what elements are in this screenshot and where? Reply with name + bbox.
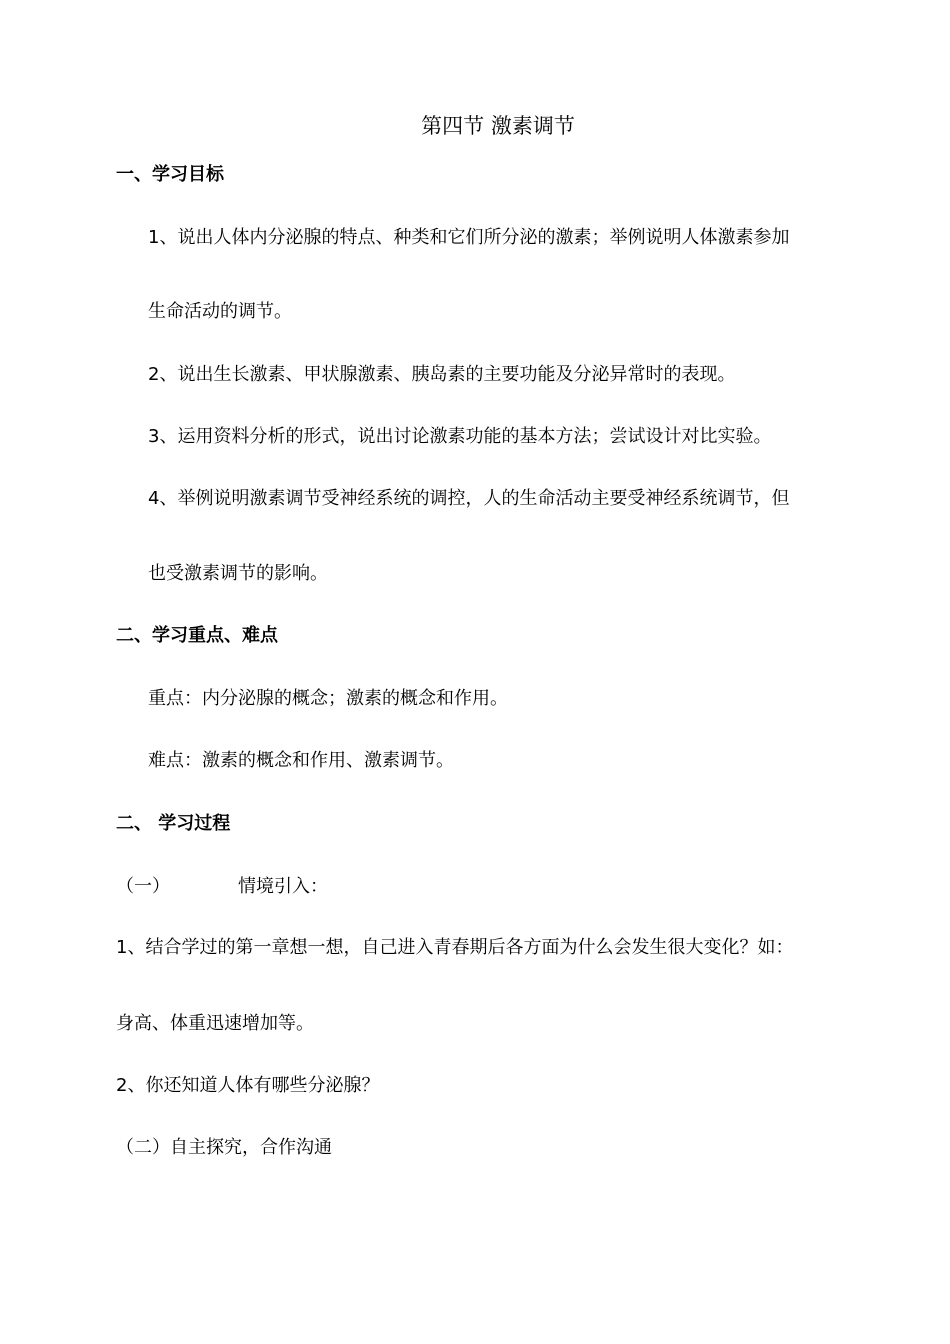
question-1-line-1: 1、结合学过的第一章想一想，自己进入青春期后各方面为什么会发生很大变化？如：: [116, 937, 794, 958]
objective-item-1-line-1: 1、说出人体内分泌腺的特点、种类和它们所分泌的激素；举例说明人体激素参加: [148, 227, 790, 248]
objective-item-2: 2、说出生长激素、甲状腺激素、胰岛素的主要功能及分泌异常时的表现。: [148, 364, 736, 385]
objective-item-3: 3、运用资料分析的形式，说出讨论激素功能的基本方法；尝试设计对比实验。: [148, 426, 772, 447]
section-heading-process: 二、 学习过程: [116, 813, 231, 834]
subsection-scenario-label: （一）: [116, 876, 170, 897]
objective-item-4-line-2: 也受激素调节的影响。: [148, 563, 328, 584]
section-heading-key-points: 二、学习重点、难点: [116, 625, 278, 646]
section-heading-objectives: 一、学习目标: [116, 164, 224, 185]
difficult-point-text: 难点：激素的概念和作用、激素调节。: [148, 750, 454, 771]
question-1-line-2: 身高、体重迅速增加等。: [116, 1013, 314, 1034]
subsection-scenario-title: 情境引入：: [238, 876, 328, 897]
question-2: 2、你还知道人体有哪些分泌腺？: [116, 1075, 380, 1096]
objective-item-4-line-1: 4、举例说明激素调节受神经系统的调控，人的生命活动主要受神经系统调节，但: [148, 488, 790, 509]
objective-item-1-line-2: 生命活动的调节。: [148, 301, 292, 322]
document-title: 第四节 激素调节: [421, 114, 575, 138]
subsection-scenario: [116, 874, 328, 900]
key-point-text: 重点：内分泌腺的概念；激素的概念和作用。: [148, 688, 508, 709]
subsection-inquiry: （二）自主探究，合作沟通: [116, 1137, 332, 1158]
